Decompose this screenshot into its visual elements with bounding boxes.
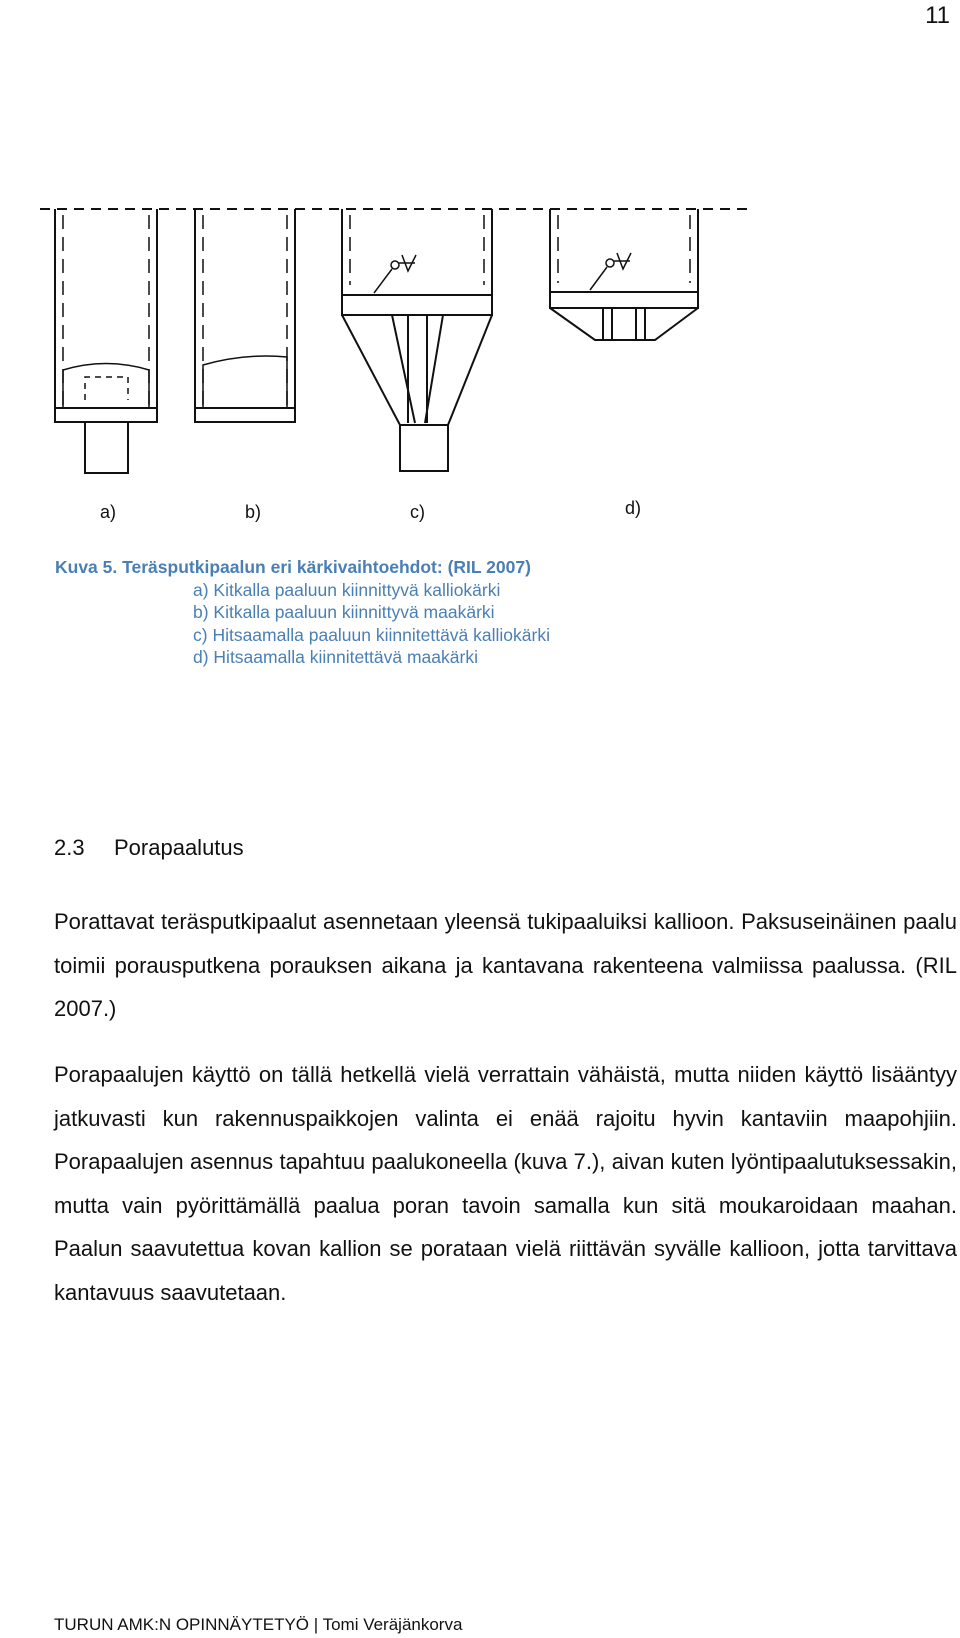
section-number: 2.3 xyxy=(54,835,85,860)
caption-item-c: c) Hitsaamalla paaluun kiinnitettävä kalliokärki xyxy=(193,624,550,645)
figure-caption xyxy=(55,556,550,669)
paragraph: Porattavat teräsputkipaalut asennetaan yleensä tukipaaluiksi kallioon. Paksuseinäinen paalu toimii porausputkena porauksen aikana ja kantavana rakenteena valmiissa paalussa. (RIL 2007.) xyxy=(54,909,957,1021)
caption-title-line xyxy=(55,556,550,579)
tip-b-drawing xyxy=(195,209,295,422)
caption-item-d: d) Hitsaamalla kiinnitettävä maakärki xyxy=(193,647,478,667)
caption-lead: Kuva 5. xyxy=(55,557,118,577)
pile-tip-figure xyxy=(30,195,770,535)
section-title: Porapaalutus xyxy=(114,835,244,860)
caption-item-a: a) Kitkalla paaluun kiinnittyvä kalliokärki xyxy=(193,579,501,600)
paragraph: Porapaalujen käyttö on tällä hetkellä vielä verrattain vähäistä, mutta niiden käyttö lisääntyy jatkuvasti kun rakennuspaikkojen valinta ei enää rajoitu hyvin kantaviin maapohjiin. Porapaalujen asennus tapahtuu paalukoneella (kuva 7.), aivan kuten lyöntipaalutuksessakin, mutta vain pyörittämällä paalua poran tavoin samalla kun sitä moukaroidaan maahan. Paalun saavutettua kovan kallion se porataan vielä riittävän syvälle kallioon, jotta tarvittava kantavuus saavutetaan. xyxy=(54,1062,957,1305)
figure-label-c: c) xyxy=(410,502,425,522)
caption-item-b: b) Kitkalla paaluun kiinnittyvä maakärki xyxy=(193,602,495,622)
section-heading xyxy=(54,835,244,861)
figure-label-d: d) xyxy=(625,498,642,518)
page-number: 11 xyxy=(925,2,950,29)
figure-label-b: b) xyxy=(245,502,262,522)
page-footer: TURUN AMK:N OPINNÄYTETYÖ | Tomi Veräjänkorva xyxy=(54,1615,463,1634)
caption-title: Teräsputkipaalun eri kärkivaihtoehdot: (RIL 2007) xyxy=(122,557,531,577)
pile-tip-drawing xyxy=(30,195,770,535)
tip-a-drawing xyxy=(55,209,157,473)
figure-label-a: a) xyxy=(100,502,117,522)
tip-c-drawing xyxy=(342,209,492,471)
tip-d-drawing xyxy=(550,209,698,340)
